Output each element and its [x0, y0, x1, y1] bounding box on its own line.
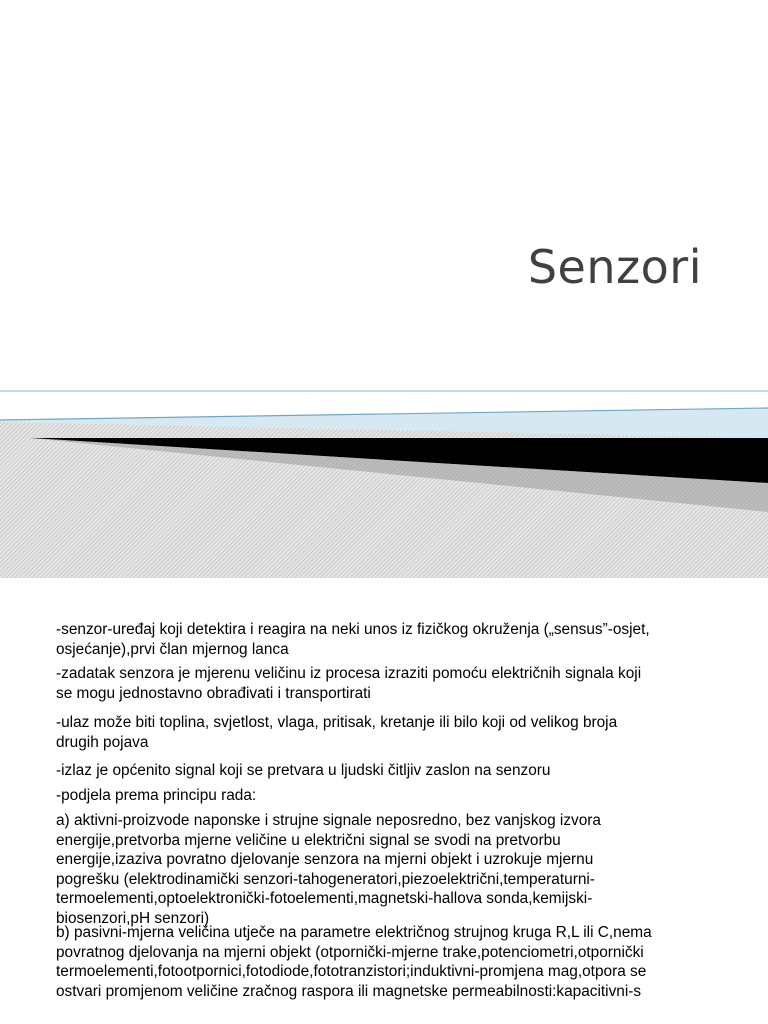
- text-slide: [0, 578, 768, 1024]
- text-line: se mogu jednostavno obrađivati i transportirati: [56, 684, 371, 702]
- text-line: osjećanje),prvi član mjernog lanca: [56, 640, 289, 658]
- paragraph: [56, 761, 716, 781]
- text-line: drugih pojava: [56, 733, 149, 751]
- text-line: -zadatak senzora je mjerenu veličinu iz procesa izraziti pomoću električnih signala koji: [56, 665, 642, 682]
- paragraph: [56, 713, 716, 752]
- paragraph: [56, 811, 716, 928]
- text-line: b) pasivni-mjerna veličina utječe na parametre električnog strujnog kruga R,L ili C,nema: [56, 924, 652, 941]
- paragraph: [56, 620, 716, 659]
- text-line: -ulaz može biti toplina, svjetlost, vlaga, pritisak, kretanje ili bilo koji od velikog broja: [56, 714, 618, 731]
- text-line: pogrešku (elektrodinamički senzori-tahogeneratori,piezoelektrični,temperaturni-: [56, 870, 595, 888]
- paragraph: [56, 923, 716, 1001]
- text-line: ostvari promjenom veličine zračnog raspora ili magnetske permeabilnosti:kapacitivni-s: [56, 982, 642, 1000]
- title-decoration: [0, 380, 768, 578]
- text-line: energije,izaziva povratno djelovanje senzora na mjerni objekt i uzrokuje mjernu: [56, 851, 594, 868]
- text-line: biosenzori,pH senzori): [56, 909, 210, 927]
- text-line: -podjela prema principu rada:: [56, 787, 257, 804]
- text-line: -izlaz je općenito signal koji se pretvara u ljudski čitljiv zaslon na senzoru: [56, 762, 551, 779]
- slide-title: Senzori: [527, 240, 702, 294]
- text-line: energije,pretvorba mjerne veličine u električni signal se svodi na pretvorbu: [56, 831, 561, 849]
- text-line: termoelementi,optoelektronički-fotoelementi,magnetski-hallova sonda,kemijski-: [56, 890, 593, 907]
- text-line: povratnog djelovanja na mjerni objekt (otpornički-mjerne trake,potenciometri,otpornički: [56, 943, 644, 961]
- text-line: a) aktivni-proizvode naponske i strujne signale neposredno, bez vanjskog izvora: [56, 812, 601, 829]
- text-line: -senzor-uređaj koji detektira i reagira na neki unos iz fizičkog okruženja („sensus”-osjet,: [56, 621, 650, 638]
- paragraph: [56, 664, 716, 703]
- text-line: termoelementi,fotootpornici,fotodiode,fototranzistori;induktivni-promjena mag,otpora se: [56, 963, 647, 980]
- paragraph: [56, 786, 716, 806]
